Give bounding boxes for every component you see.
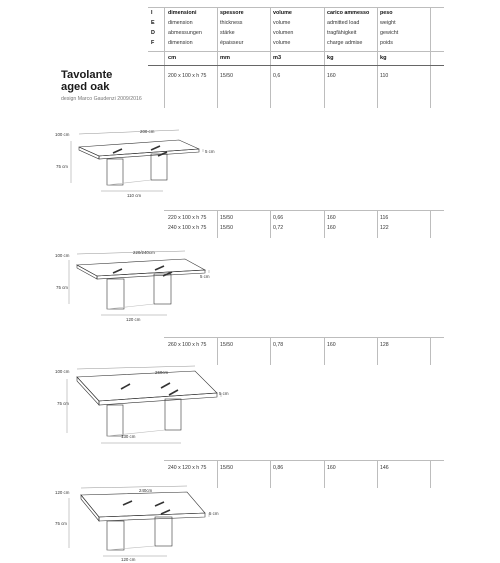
col-vol-it: volume xyxy=(273,10,292,16)
cell-load: 160 xyxy=(327,215,336,221)
unit-vol: m3 xyxy=(273,55,282,61)
header-divider xyxy=(324,7,325,65)
col-vol-de: volumen xyxy=(273,30,294,36)
unit-dim: cm xyxy=(168,55,177,61)
col-thick-de: stärke xyxy=(220,30,235,36)
base-width-label: 130 cm xyxy=(121,434,136,439)
row-divider xyxy=(377,337,378,365)
row-divider xyxy=(270,460,271,488)
group-line xyxy=(164,337,444,338)
col-dim-it: dimensioni xyxy=(168,10,197,16)
row-divider xyxy=(217,337,218,365)
depth-label: 100 cm xyxy=(55,369,70,374)
depth-label: 100 cm xyxy=(55,132,70,137)
row-divider xyxy=(324,337,325,365)
lang-code-en: E xyxy=(151,20,155,26)
height-label: 75 cm xyxy=(56,164,68,169)
cell-load: 160 xyxy=(327,342,336,348)
cell-thick: 15/50 xyxy=(220,465,233,471)
unit-load: kg xyxy=(327,55,334,61)
cell-dim: 240 x 100 x h 75 xyxy=(168,225,207,231)
unit-thick: mm xyxy=(220,55,230,61)
row-divider xyxy=(430,66,431,108)
cell-weight: 146 xyxy=(380,465,389,471)
row-divider xyxy=(270,66,271,108)
cell-vol: 0,78 xyxy=(273,342,284,348)
col-load-en: admitted load xyxy=(327,20,360,26)
row-divider xyxy=(377,210,378,238)
col-dim-fr: dimension xyxy=(168,40,193,46)
width-label: 260cm xyxy=(155,370,169,375)
col-load-fr: charge admise xyxy=(327,40,363,46)
cell-vol: 0,86 xyxy=(273,465,284,471)
width-label: 200 cm xyxy=(140,129,155,134)
cell-dim: 220 x 100 x h 75 xyxy=(168,215,207,221)
row-divider xyxy=(377,66,378,108)
title-divider xyxy=(164,66,165,108)
col-weight-en: weight xyxy=(380,20,396,26)
base-width-label: 110 cm xyxy=(127,193,142,198)
product-finish: aged oak xyxy=(61,81,110,93)
header-divider xyxy=(430,7,431,65)
group-line xyxy=(164,460,444,461)
lang-code-fr: F xyxy=(151,40,155,46)
row-divider xyxy=(270,210,271,238)
header-separator xyxy=(148,51,444,52)
header-top-line xyxy=(148,7,444,8)
cell-thick: 15/50 xyxy=(220,225,233,231)
row-divider xyxy=(430,337,431,365)
col-thick-fr: épaisseur xyxy=(220,40,244,46)
cell-vol: 0,72 xyxy=(273,225,284,231)
row-divider xyxy=(430,460,431,488)
height-label: 75 cm xyxy=(55,521,67,526)
depth-label: 120 cm xyxy=(55,490,70,495)
col-weight-it: peso xyxy=(380,10,393,16)
units-underline xyxy=(148,65,444,66)
cell-load: 160 xyxy=(327,225,336,231)
group-line xyxy=(164,210,444,211)
col-vol-fr: volume xyxy=(273,40,291,46)
col-dim-en: dimension xyxy=(168,20,193,26)
lang-code-de: D xyxy=(151,30,155,36)
cell-weight: 110 xyxy=(380,73,389,79)
cell-thick: 15/50 xyxy=(220,342,233,348)
depth-label: 100 cm xyxy=(55,253,70,258)
top-thickness-label: 5 cm xyxy=(209,511,219,516)
height-label: 75 cm xyxy=(56,285,68,290)
cell-thick: 15/50 xyxy=(220,73,233,79)
product-name: Tavolante xyxy=(61,69,113,81)
row-divider xyxy=(377,460,378,488)
cell-weight: 128 xyxy=(380,342,389,348)
table-drawing-2 xyxy=(55,248,225,328)
cell-load: 160 xyxy=(327,465,336,471)
row-divider xyxy=(430,210,431,238)
col-dim-de: abmessungen xyxy=(168,30,202,36)
row-divider xyxy=(324,210,325,238)
cell-vol: 0,6 xyxy=(273,73,281,79)
width-label: 240cm xyxy=(139,488,153,493)
header-divider xyxy=(164,7,165,65)
row-divider xyxy=(217,66,218,108)
header-divider xyxy=(217,7,218,65)
col-thick-en: thickness xyxy=(220,20,243,26)
col-weight-de: gewicht xyxy=(380,30,399,36)
cell-dim: 200 x 100 x h 75 xyxy=(168,73,207,79)
top-thickness-label: 5 cm xyxy=(200,274,210,279)
cell-dim: 260 x 100 x h 75 xyxy=(168,342,207,348)
base-width-label: 120 cm xyxy=(126,317,141,322)
base-width-label: 120 cm xyxy=(121,557,136,562)
width-label: 220/240cm xyxy=(133,250,155,255)
cell-load: 160 xyxy=(327,73,336,79)
col-vol-en: volume xyxy=(273,20,291,26)
header-divider xyxy=(270,7,271,65)
col-weight-fr: poids xyxy=(380,40,393,46)
cell-weight: 116 xyxy=(380,215,389,221)
table-drawing-1 xyxy=(55,125,215,205)
col-load-it: carico ammesso xyxy=(327,10,370,16)
header-divider xyxy=(377,7,378,65)
top-thickness-label: 5 cm xyxy=(219,391,229,396)
top-thickness-label: 5 cm xyxy=(205,149,215,154)
lang-code-it: I xyxy=(151,10,153,16)
row-divider xyxy=(324,460,325,488)
table-drawing-3 xyxy=(55,365,240,450)
cell-thick: 15/50 xyxy=(220,215,233,221)
row-divider xyxy=(217,210,218,238)
col-thick-it: spessore xyxy=(220,10,244,16)
table-drawing-4 xyxy=(55,484,230,562)
product-designer: design Marco Gaudenzi 2009/2016 xyxy=(61,96,142,102)
row-divider xyxy=(324,66,325,108)
col-load-de: tragfähigkeit xyxy=(327,30,357,36)
height-label: 75 cm xyxy=(57,401,69,406)
cell-weight: 122 xyxy=(380,225,389,231)
row-divider xyxy=(270,337,271,365)
cell-vol: 0,66 xyxy=(273,215,284,221)
unit-weight: kg xyxy=(380,55,387,61)
cell-dim: 240 x 120 x h 75 xyxy=(168,465,207,471)
